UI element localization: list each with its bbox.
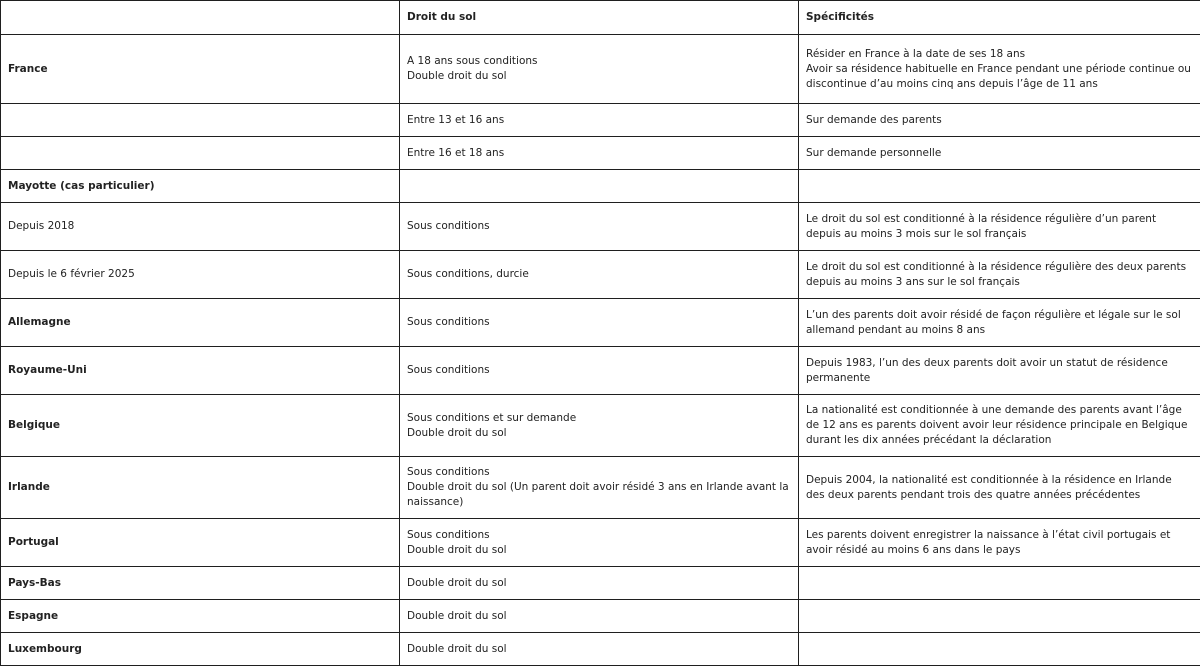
table-body [1, 35, 1200, 666]
droit-du-sol-line: Sous conditions [407, 466, 490, 478]
country-cell: Pays-Bas [1, 567, 400, 600]
country-cell: France [1, 35, 400, 104]
table-row [1, 104, 1200, 137]
droit-du-sol-cell [400, 347, 799, 395]
droit-du-sol-line: Double droit du sol [407, 609, 507, 622]
table-row [1, 299, 1200, 347]
table-row [1, 633, 1200, 666]
droit-du-sol-line: Double droit du sol [407, 70, 507, 82]
specificites-line: Sur demande des parents [806, 113, 942, 126]
specificites-cell [799, 519, 1200, 567]
specificites-line: Avoir sa résidence habituelle en France pendant une période continue ou discontinue d’au moins cinq ans depuis l’âge de 11 ans [806, 62, 1191, 90]
country-cell: Portugal [1, 519, 400, 567]
droit-du-sol-cell [400, 35, 799, 104]
droit-du-sol-line: A 18 ans sous conditions [407, 55, 538, 67]
table-row [1, 567, 1200, 600]
droit-du-sol-cell [400, 203, 799, 251]
table-row [1, 170, 1200, 203]
droit-du-sol-line: Entre 16 et 18 ans [407, 146, 505, 159]
droit-du-sol-line: Double droit du sol [407, 426, 507, 439]
header-cell-country [1, 1, 400, 35]
specificites-line: Le droit du sol est conditionné à la résidence régulière des deux parents depuis au moins 3 ans sur le sol français [806, 260, 1187, 288]
country-cell [1, 137, 400, 170]
specificites-cell [799, 251, 1200, 299]
table-row [1, 600, 1200, 633]
droit-du-sol-cell [400, 519, 799, 567]
specificites-line: L’un des parents doit avoir résidé de façon régulière et légale sur le sol allemand pendant au moins 8 ans [806, 308, 1181, 336]
droit-du-sol-line: Sous conditions et sur demande [407, 411, 577, 424]
table-row [1, 35, 1200, 104]
country-cell [1, 104, 400, 137]
specificites-line: Les parents doivent enregistrer la naissance à l’état civil portugais et avoir résidé au moins 6 ans dans le pays [806, 528, 1171, 556]
droit-du-sol-line: Double droit du sol (Un parent doit avoir résidé 3 ans en Irlande avant la naissance) [407, 481, 789, 508]
droit-du-sol-cell [400, 600, 799, 633]
specificites-cell [799, 347, 1200, 395]
country-cell: Espagne [1, 600, 400, 633]
specificites-cell [799, 299, 1200, 347]
specificites-cell [799, 203, 1200, 251]
table-row [1, 519, 1200, 567]
specificites-cell [799, 633, 1200, 666]
droit-du-sol-line: Sous conditions, durcie [407, 268, 529, 280]
droit-du-sol-cell [400, 251, 799, 299]
specificites-line: Depuis 2004, la nationalité est conditionnée à la résidence en Irlande des deux parents pendant trois des quatre années précédentes [806, 473, 1172, 501]
specificites-cell [799, 137, 1200, 170]
droit-du-sol-cell [400, 104, 799, 137]
droit-du-sol-line: Double droit du sol [407, 576, 507, 589]
droit-du-sol-cell [400, 299, 799, 347]
droit-du-sol-cell [400, 395, 799, 457]
header-row [1, 1, 1200, 35]
header-cell-droit: Droit du sol [400, 1, 799, 35]
droit-du-sol-line: Sous conditions [407, 364, 490, 376]
droit-du-sol-cell [400, 137, 799, 170]
table-row [1, 395, 1200, 457]
droit-du-sol-line: Entre 13 et 16 ans [407, 113, 505, 126]
droit-du-sol-line: Double droit du sol [407, 543, 507, 556]
specificites-line: Résider en France à la date de ses 18 ans [806, 47, 1026, 60]
specificites-cell [799, 395, 1200, 457]
specificites-line: Sur demande personnelle [806, 146, 942, 159]
country-cell: Irlande [1, 457, 400, 519]
specificites-cell [799, 600, 1200, 633]
specificites-cell [799, 567, 1200, 600]
header-cell-specificites: Spécificités [799, 1, 1200, 35]
specificites-line: Le droit du sol est conditionné à la résidence régulière d’un parent depuis au moins 3 mois sur le sol français [806, 212, 1157, 240]
specificites-cell [799, 104, 1200, 137]
droit-du-sol-cell [400, 457, 799, 519]
table-row [1, 347, 1200, 395]
droit-du-sol-cell [400, 567, 799, 600]
country-cell: Allemagne [1, 299, 400, 347]
droit-du-sol-line: Sous conditions [407, 528, 490, 541]
table-row [1, 203, 1200, 251]
country-cell: Royaume-Uni [1, 347, 400, 395]
table-row [1, 457, 1200, 519]
country-cell: Mayotte (cas particulier) [1, 170, 400, 203]
droit-du-sol-line: Sous conditions [407, 316, 490, 328]
droit-du-sol-line: Double droit du sol [407, 642, 507, 655]
specificites-cell [799, 35, 1200, 104]
specificites-line: La nationalité est conditionnée à une demande des parents avant l’âge de 12 ans es parents doivent avoir leur résidence principale en Belgique durant les dix années précédant la déclaration [806, 404, 1188, 446]
droit-du-sol-line: Sous conditions [407, 220, 490, 232]
droit-du-sol-cell [400, 170, 799, 203]
country-cell: Depuis le 6 février 2025 [1, 251, 400, 299]
specificites-cell [799, 457, 1200, 519]
specificites-cell [799, 170, 1200, 203]
specificites-line: Depuis 1983, l’un des deux parents doit avoir un statut de résidence permanente [806, 356, 1168, 384]
droit-du-sol-cell [400, 633, 799, 666]
table-row [1, 137, 1200, 170]
table-row [1, 251, 1200, 299]
country-cell: Depuis 2018 [1, 203, 400, 251]
country-cell: Belgique [1, 395, 400, 457]
country-cell: Luxembourg [1, 633, 400, 666]
